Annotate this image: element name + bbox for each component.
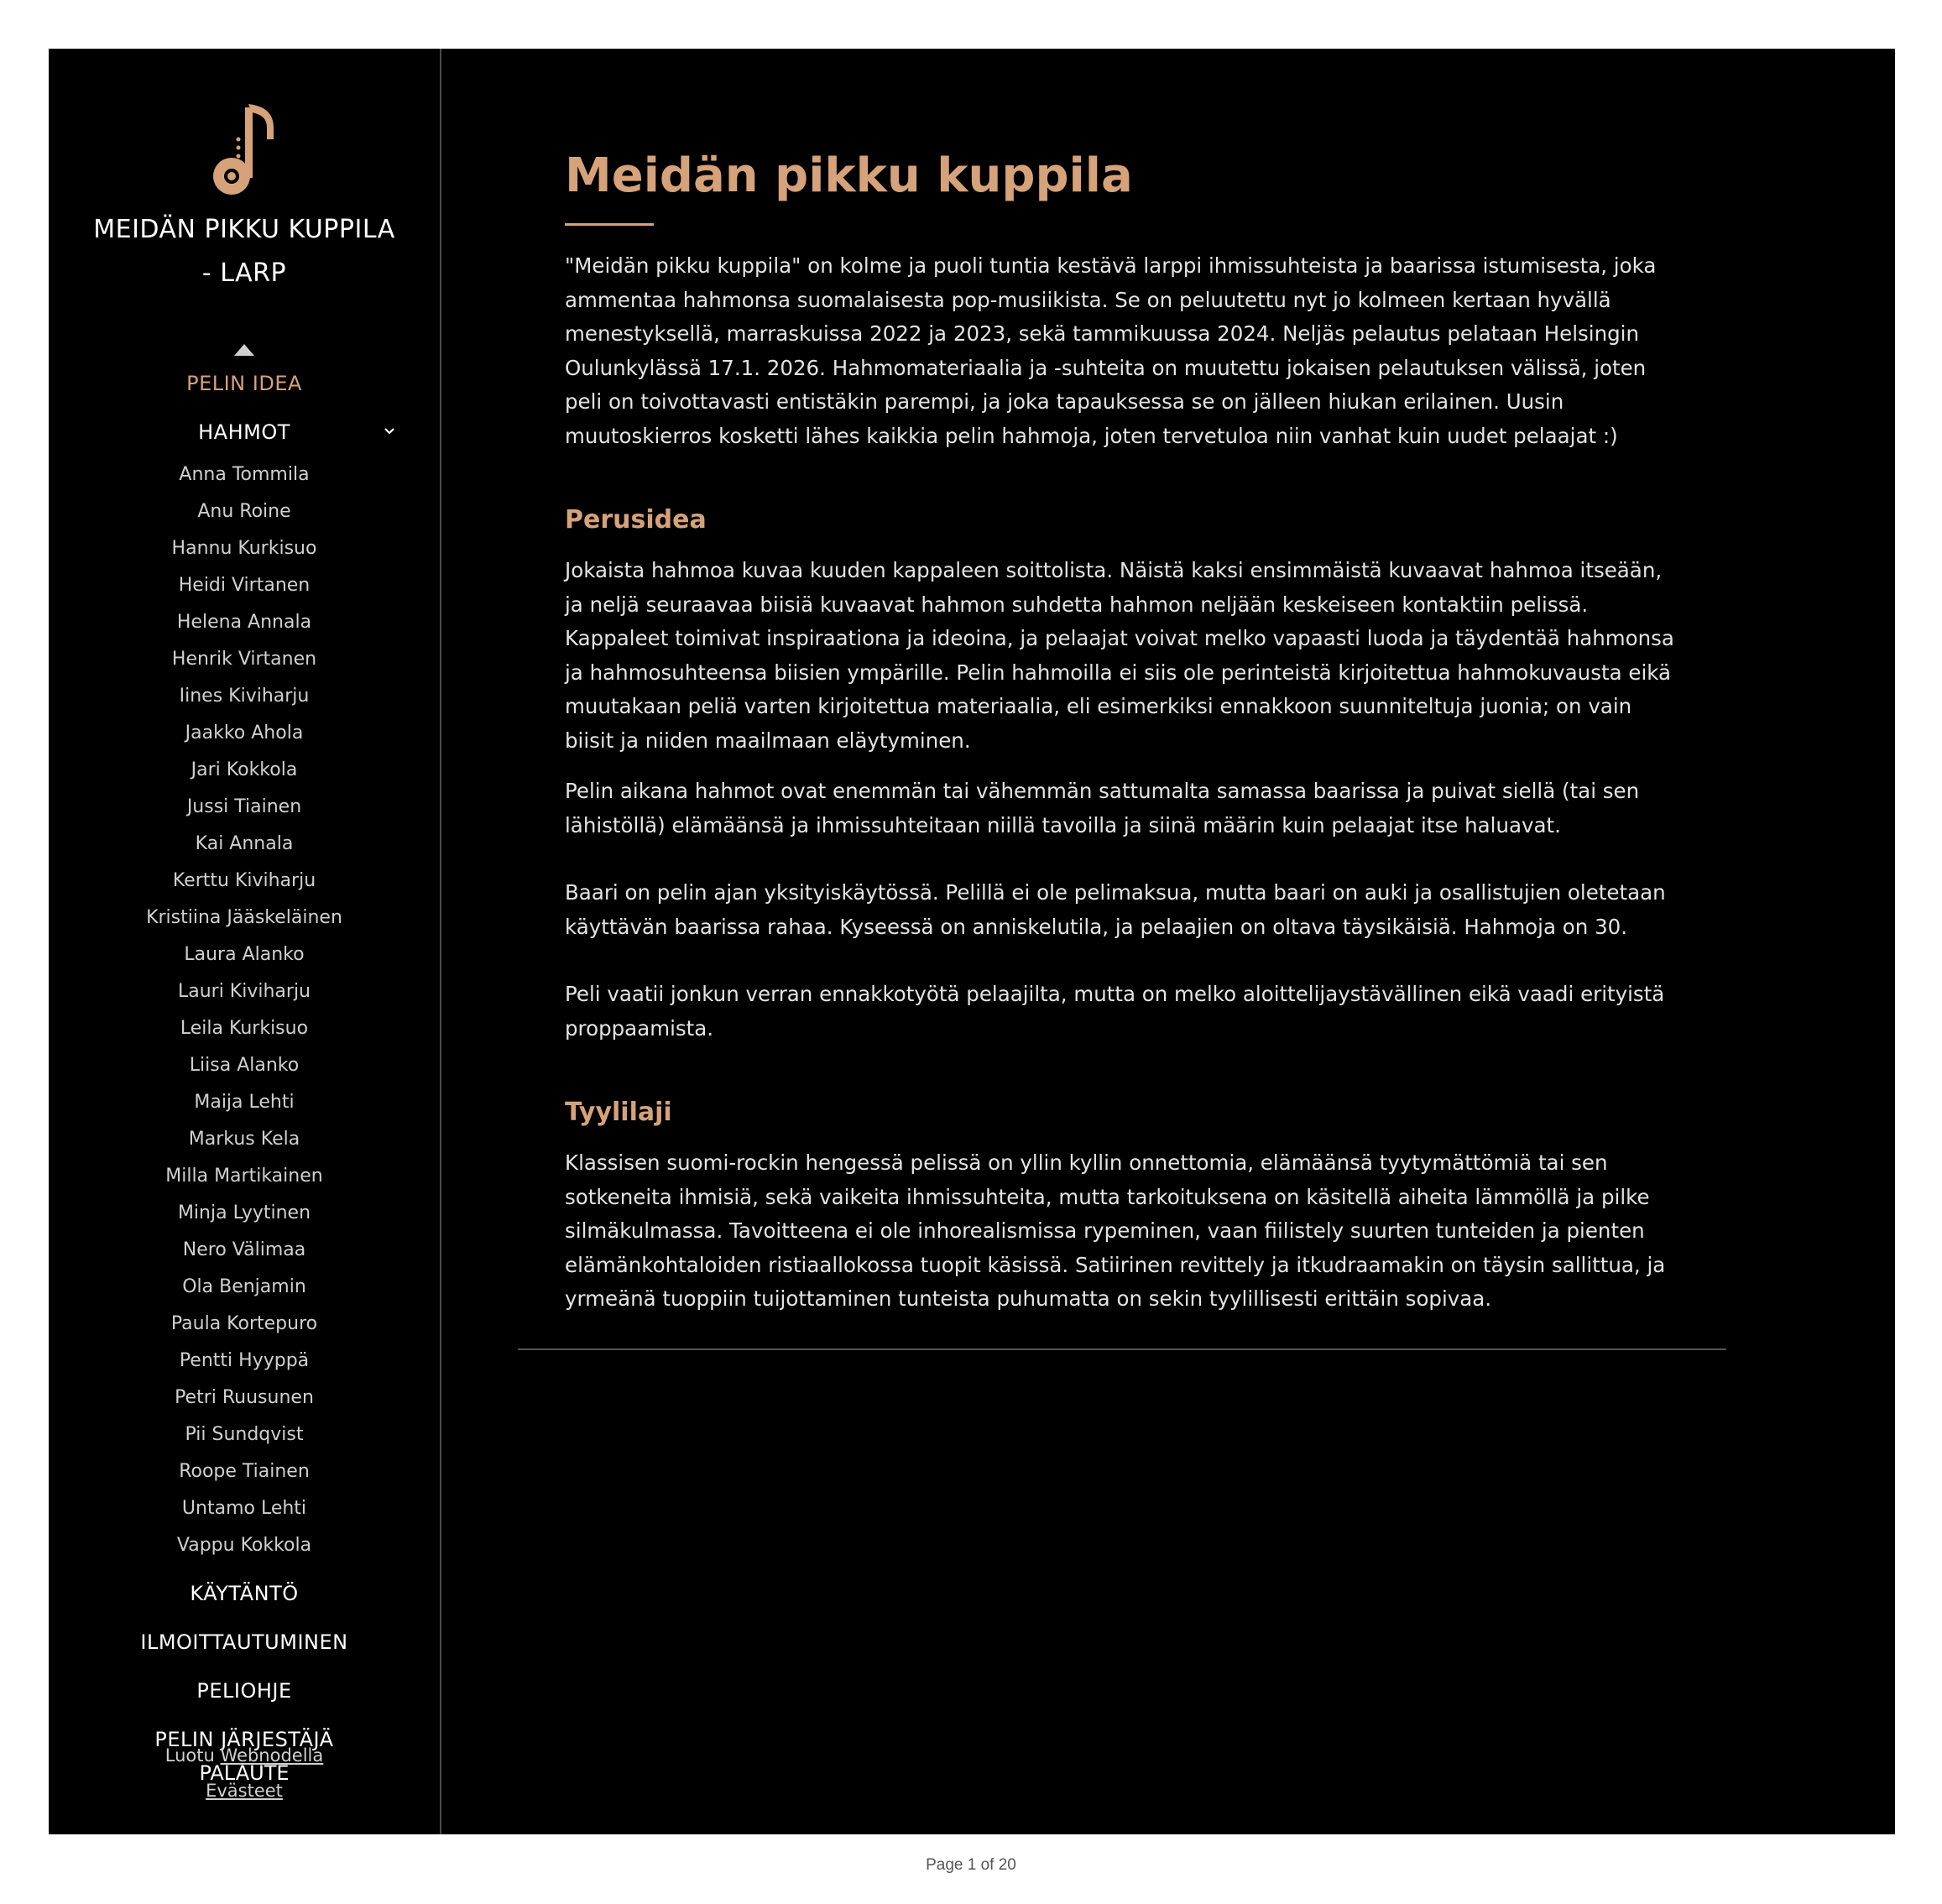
nav-peliohje[interactable]: PELIOHJE [196, 1679, 292, 1703]
main-content [441, 49, 1895, 1834]
main-nav [49, 356, 440, 1764]
nav-character-link[interactable]: Jaakko Ahola [185, 722, 304, 743]
cookies-link[interactable]: Evästeet [206, 1781, 283, 1801]
nav-character-link[interactable]: Iines Kiviharju [179, 686, 310, 707]
nav-character-link[interactable]: Markus Kela [188, 1129, 300, 1150]
nav-palaute[interactable]: PALAUTE [199, 1761, 290, 1785]
tyylilaji-paragraph: Klassisen suomi-rockin hengessä pelissä on yllin kyllin onnettomia, elämäänsä tyytymättömiä tai sen sotkeneita ihmisiä, sekä vaikeita ihmissuhteita, mutta tarkoituksena on käsitellä aiheita lämmöllä ja pilke silmäkulmassa. Tavoitteena ei ole inhorealismissa rypeminen, vaan fiilistely suurten tunteiden ja pienten elämänkohtaloiden ristiaallokossa tuopit käsissä. Satiirinen revittely ja itkudraamakin on täysin sallittua, ja yrmeänä tuoppiin tuijottaminen tunteista puhumatta on sekin tyylillisesti erittäin sopivaa. [565, 1150, 1666, 1311]
nav-character-link[interactable]: Roope Tiainen [179, 1461, 310, 1482]
character-list [146, 456, 342, 1564]
nav-character-link[interactable]: Jussi Tiainen [186, 796, 302, 817]
perusidea-paragraph-1: Jokaista hahmoa kuvaa kuuden kappaleen soittolista. Näistä kaksi ensimmäistä kuvaavat hahmoa itseään, ja neljä seuraavaa biisiä kuvaavat hahmon suhdetta hahmon neljään keskeiseen kontaktiin pelissä. Kappaleet toimivat inspiraationa ja ideoina, ja pelaajat voivat melko vapaasti luoda ja täydentää hahmonsa ja hahmosuhteensa biisien ympärille. Pelin hahmoilla ei siis ole perinteistä kirjoitettua hahmokuvausta eikä muutakaan peliä varten kirjoitettua materiaalia, eli esimerkiksi ennakkoon suunniteltuja juonia; on vain biisit ja niiden maailmaan eläytyminen. [565, 558, 1674, 753]
nav-jarjestaja[interactable]: PELIN JÄRJESTÄJÄ [154, 1728, 334, 1751]
footer-cookies [49, 1781, 440, 1801]
page-indicator: Page 1 of 20 [926, 1856, 1016, 1874]
site-title-line2: - LARP [201, 258, 287, 288]
page-frame [49, 49, 1895, 1834]
nav-character-link[interactable]: Helena Annala [176, 612, 312, 633]
nav-character-link[interactable]: Liisa Alanko [189, 1055, 300, 1076]
perusidea-paragraph-2: Pelin aikana hahmot ovat enemmän tai vähemmän sattumalta samassa baarissa ja puivat siellä (tai sen lähistöllä) elämäänsä ja ihmissuhteitaan niillä tavoilla ja siinä määrin kuin pelaajat itse haluavat. [565, 779, 1640, 837]
nav-character-link[interactable]: Pii Sundqvist [185, 1424, 304, 1445]
nav-character-link[interactable]: Lauri Kiviharju [177, 981, 311, 1002]
nav-character-link[interactable]: Leila Kurkisuo [180, 1018, 309, 1039]
nav-character-link[interactable]: Minja Lyytinen [177, 1202, 311, 1223]
nav-character-link[interactable]: Kai Annala [195, 833, 294, 854]
nav-ilmoittautuminen[interactable]: ILMOITTAUTUMINEN [140, 1630, 348, 1654]
nav-hahmot[interactable]: HAHMOT [198, 420, 290, 444]
nav-character-link[interactable]: Anu Roine [197, 501, 291, 522]
content-divider [518, 1348, 1726, 1350]
title-underline [565, 223, 654, 226]
nav-character-link[interactable]: Anna Tommila [179, 464, 310, 485]
nav-character-link[interactable]: Ola Benjamin [182, 1276, 306, 1297]
nav-character-link[interactable]: Maija Lehti [194, 1092, 295, 1113]
site-title-line1: MEIDÄN PIKKU KUPPILA [93, 215, 395, 244]
nav-character-link[interactable]: Pentti Hyyppä [179, 1350, 310, 1371]
nav-character-link[interactable]: Untamo Lehti [181, 1498, 307, 1519]
webnode-link[interactable]: Webnodella [220, 1745, 324, 1766]
nav-character-link[interactable]: Laura Alanko [184, 944, 305, 965]
chevron-down-icon[interactable] [383, 426, 396, 436]
nav-character-link[interactable]: Kristiina Jääskeläinen [146, 907, 342, 928]
page-title: Meidän pikku kuppila [565, 149, 1133, 203]
nav-character-link[interactable]: Vappu Kokkola [176, 1535, 312, 1556]
sidebar [49, 49, 441, 1834]
footer-credit-prefix: Luotu [164, 1745, 215, 1766]
perusidea-paragraph-4: Peli vaatii jonkun verran ennakkotyötä pelaajilta, mutta on melko aloittelijaystävällinen eikä vaadi erityistä proppaamista. [565, 982, 1665, 1041]
nav-character-link[interactable]: Nero Välimaa [182, 1239, 306, 1260]
nav-character-link[interactable]: Petri Ruusunen [175, 1387, 314, 1408]
nav-kaytanto[interactable]: KÄYTÄNTÖ [190, 1582, 299, 1605]
perusidea-paragraph-3: Baari on pelin ajan yksityiskäytössä. Pelillä ei ole pelimaksua, mutta baari on auki ja osallistujien oletetaan käyttävän baarissa rahaa. Kyseessä on anniskelutila, ja pelaajien on oltava täysikäisiä. Hahmoja on 30. [565, 880, 1666, 939]
nav-character-link[interactable]: Heidi Virtanen [178, 575, 311, 596]
heading-tyylilaji: Tyylilaji [565, 1098, 672, 1127]
nav-pelin-idea[interactable]: PELIN IDEA [186, 372, 302, 395]
nav-character-link[interactable]: Hannu Kurkisuo [171, 538, 317, 559]
nav-character-link[interactable]: Henrik Virtanen [171, 649, 317, 670]
nav-character-link[interactable]: Jari Kokkola [191, 759, 298, 780]
nav-hahmot-row[interactable] [49, 408, 440, 456]
triangle-up-icon[interactable] [234, 344, 254, 356]
heading-perusidea: Perusidea [565, 505, 707, 535]
nav-character-link[interactable]: Milla Martikainen [165, 1166, 323, 1187]
music-note-icon[interactable] [211, 101, 277, 196]
intro-paragraph: "Meidän pikku kuppila" on kolme ja puoli tuntia kestävä larppi ihmissuhteista ja baarissa istumisesta, joka ammentaa hahmonsa suomalaisesta pop-musiikista. Se on peluutettu nyt jo kolmeen kertaan hyvällä menestyksellä, marraskuissa 2022 ja 2023, sekä tammikuussa 2024. Neljäs pelautus pelataan Helsingin Oulunkylässä 17.1. 2026. Hahmomateriaalia ja -suhteita on muutettu jokaisen pelautuksen välissä, joten peli on toivottavasti entistäkin parempi, ja joka tapauksessa se on jälleen hiukan erilainen. Uusin muutoskierros kosketti lähes kaikkia pelin hahmoja, joten tervetuloa niin vanhat kuin uudet pelaajat :) [565, 253, 1657, 448]
nav-character-link[interactable]: Kerttu Kiviharju [172, 870, 316, 891]
site-title[interactable] [76, 208, 412, 295]
nav-character-link[interactable]: Paula Kortepuro [170, 1313, 318, 1334]
